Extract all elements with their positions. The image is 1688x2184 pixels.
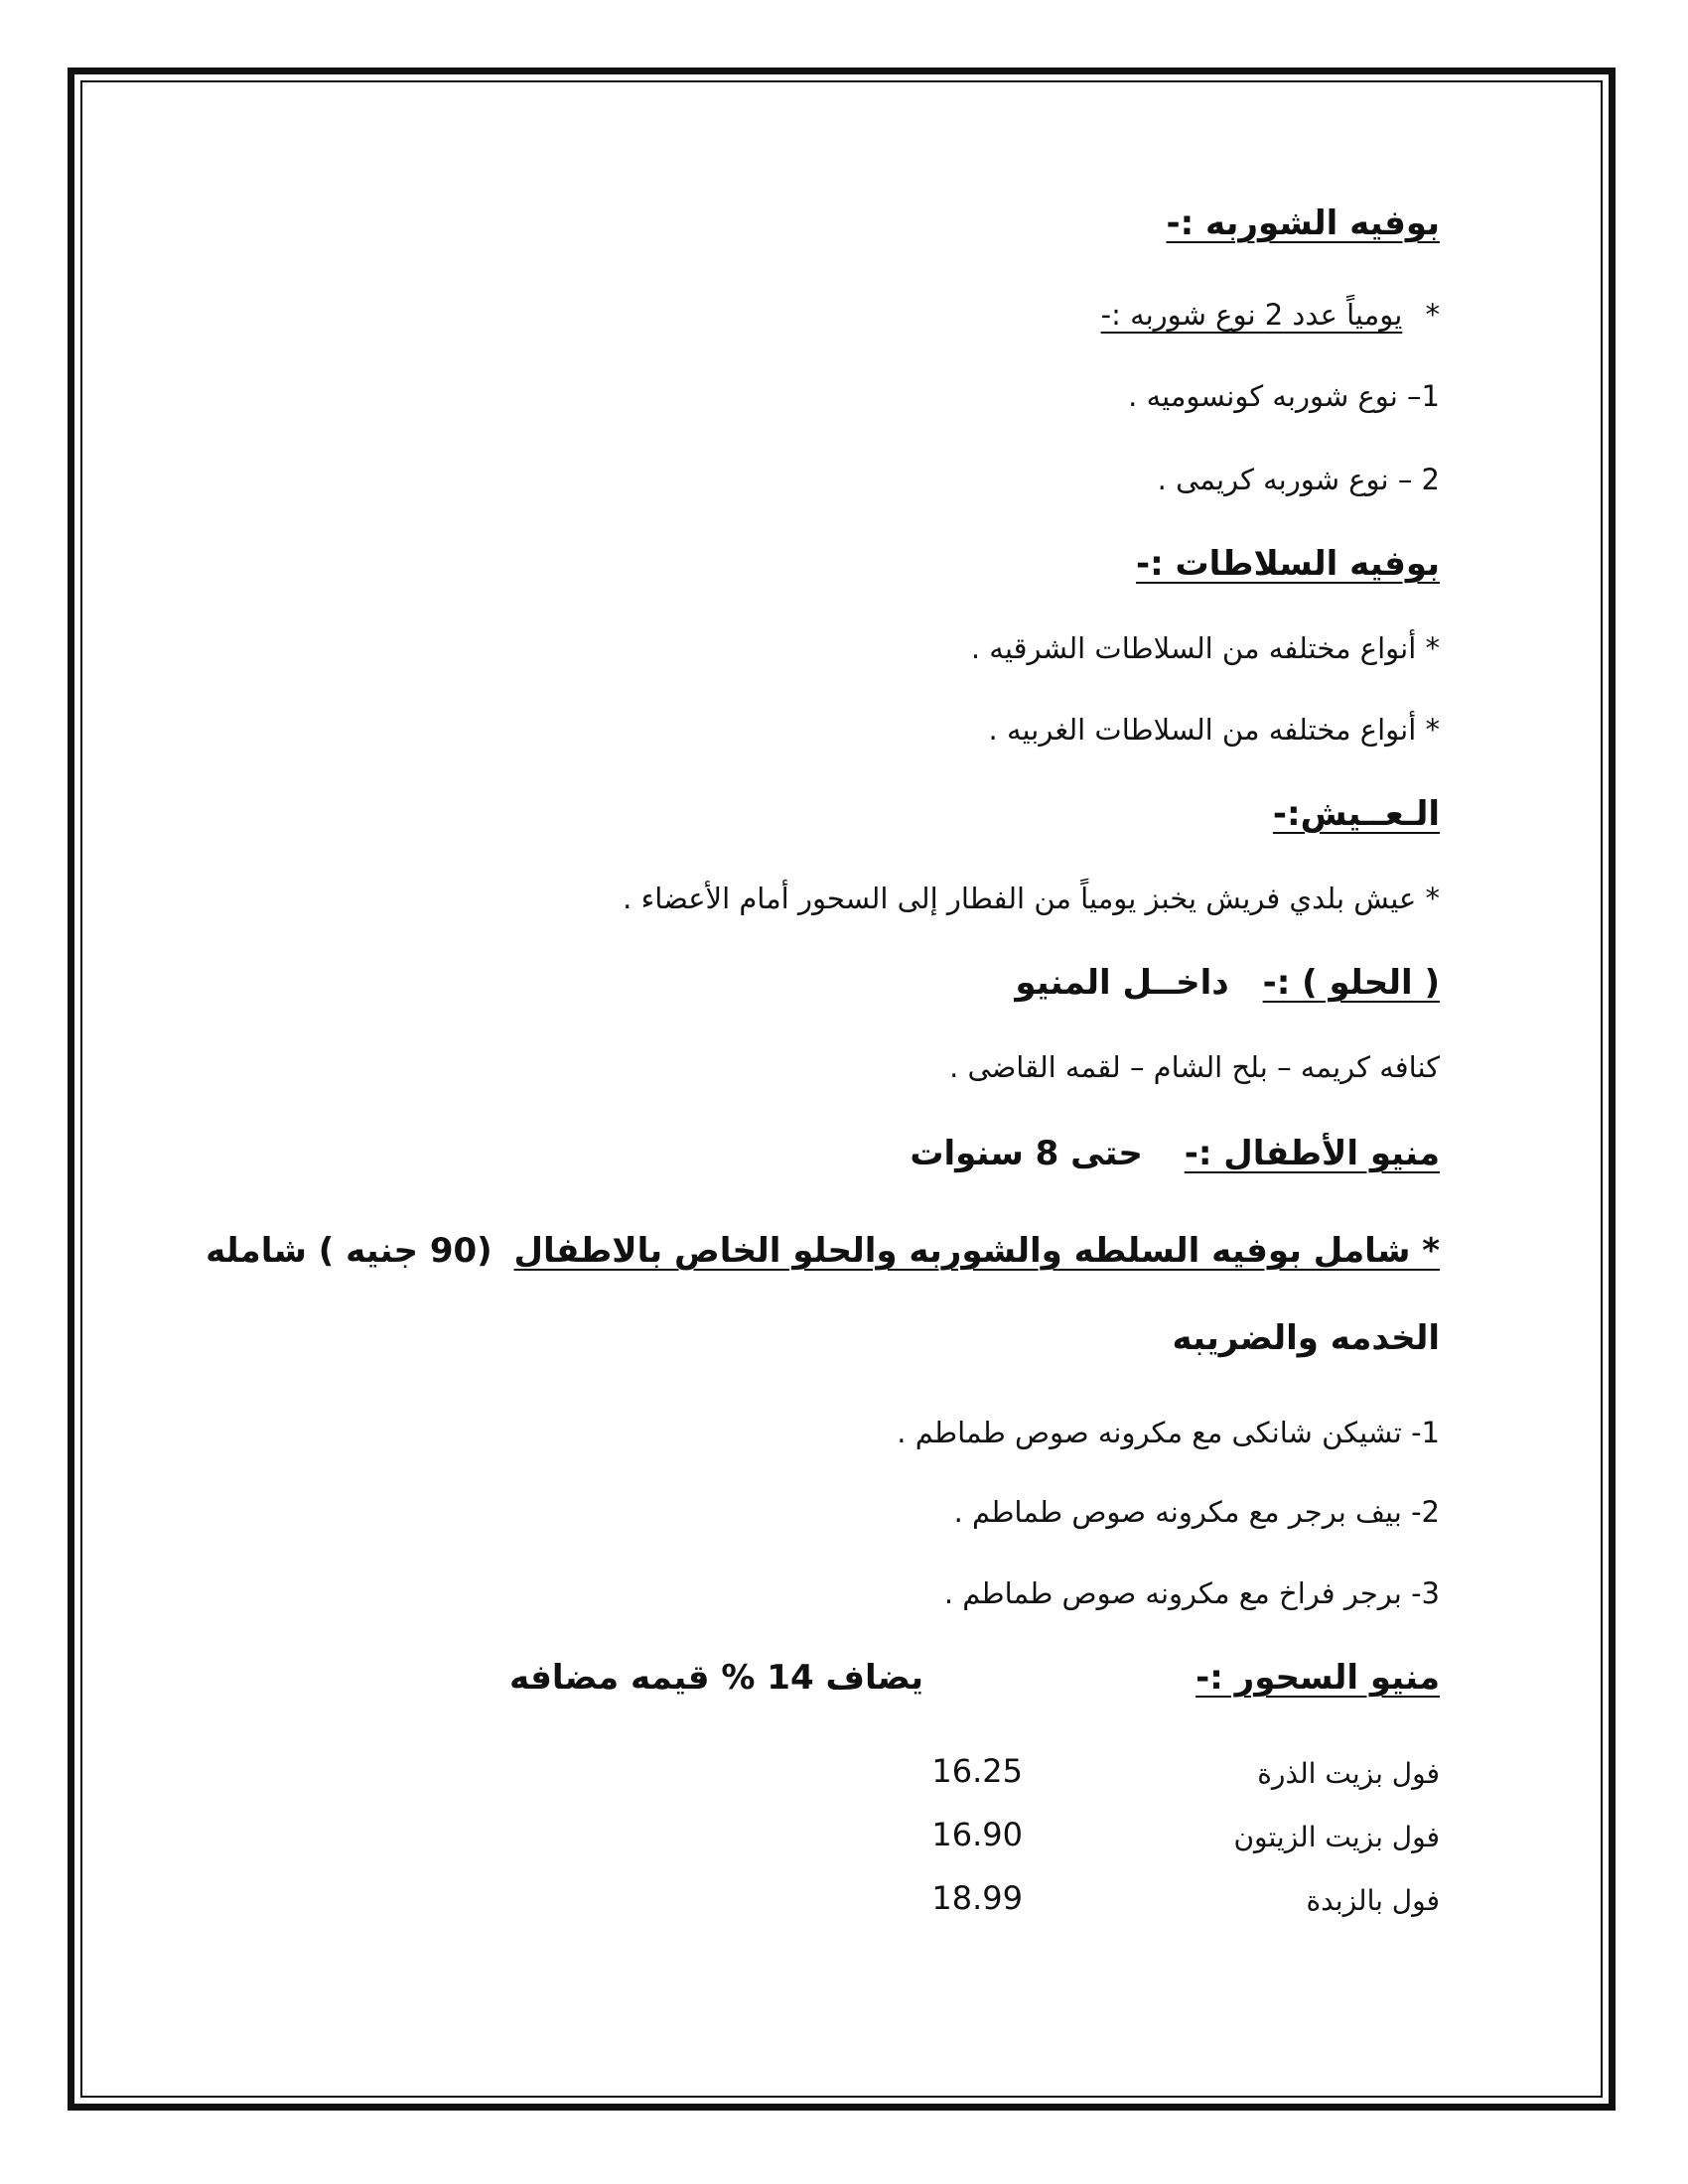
- suhoor-item-name: فول بالزبدة: [1306, 1884, 1440, 1917]
- salads-item-1: * أنواع مختلفه من السلاطات الشرقيه .: [970, 631, 1440, 665]
- suhoor-item-name: فول بزيت الزيتون: [1233, 1821, 1440, 1853]
- kids-heading-line: [910, 1134, 1440, 1174]
- soup-intro-star: *: [1425, 298, 1440, 332]
- dessert-heading: ( الحلو ) :-: [1262, 963, 1440, 1003]
- suhoor-item-price: 18.99: [931, 1879, 1023, 1917]
- soup-intro-text: يومياً عدد 2 نوع شوربه :-: [1100, 298, 1403, 332]
- soup-intro: [1101, 298, 1440, 333]
- kids-price-note: (90 جنيه ) شامله: [206, 1231, 492, 1271]
- suhoor-vat-note: يضاف 14 % قيمه مضافه: [508, 1658, 923, 1698]
- suhoor-item-name: فول بزيت الذرة: [1257, 1757, 1440, 1790]
- kids-age: حتى 8 سنوات: [910, 1134, 1143, 1173]
- kids-item-1: 1- تشيكن شانكى مع مكرونه صوص طماطم .: [897, 1416, 1440, 1449]
- dessert-note: داخــل المنيو: [1015, 963, 1229, 1003]
- kids-item-2: 2- بيف برجر مع مكرونه صوص طماطم .: [953, 1495, 1440, 1529]
- kids-heading: منيو الأطفال :-: [1184, 1134, 1440, 1173]
- kids-includes-line: [206, 1231, 1440, 1272]
- suhoor-heading: منيو السحور :-: [1196, 1658, 1440, 1698]
- bread-heading: الـعــيش:-: [1272, 794, 1440, 834]
- kids-item-3: 3- برجر فراخ مع مكرونه صوص طماطم .: [943, 1576, 1440, 1610]
- soup-heading: بوفيه الشوربه :-: [1166, 204, 1440, 243]
- suhoor-item-price: 16.25: [931, 1752, 1023, 1790]
- suhoor-item-price: 16.90: [931, 1816, 1023, 1853]
- salads-item-2: * أنواع مختلفه من السلاطات الغربيه .: [988, 713, 1440, 747]
- dessert-item-1: كنافه كريمه – بلح الشام – لقمه القاضى .: [949, 1050, 1440, 1084]
- kids-price-note-cont: الخدمه والضريبه: [1172, 1318, 1440, 1358]
- soup-item-2: 2 – نوع شوربه كريمى .: [1157, 463, 1440, 496]
- bread-item-1: * عيش بلدي فريش يخبز يومياً من الفطار إلى السحور أمام الأعضاء .: [623, 882, 1440, 915]
- dessert-heading-line: [1015, 963, 1440, 1004]
- soup-item-1: 1– نوع شوربه كونسوميه .: [1128, 379, 1440, 413]
- kids-includes: * شامل بوفيه السلطه والشوربه والحلو الخاص بالاطفال: [513, 1231, 1440, 1271]
- salads-heading: بوفيه السلاطات :-: [1135, 544, 1440, 584]
